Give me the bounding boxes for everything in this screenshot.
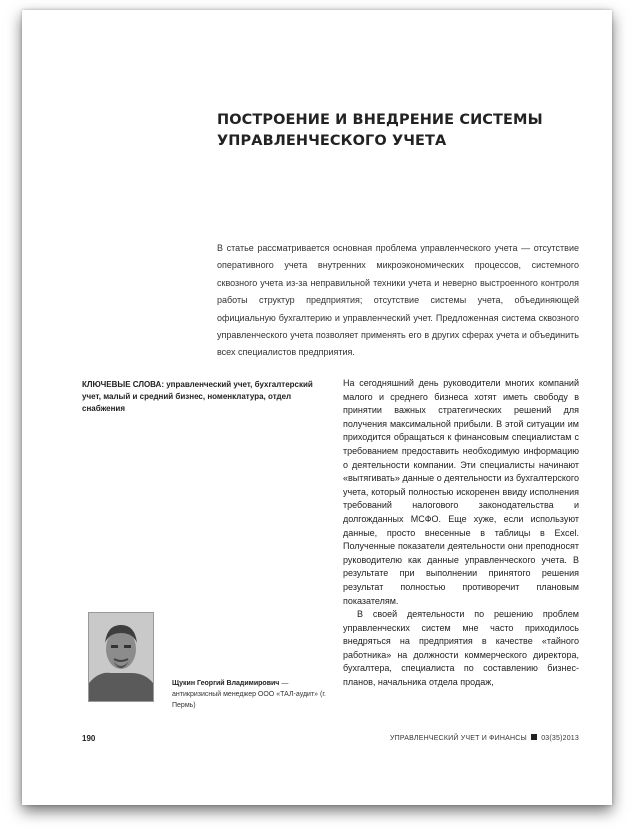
author-caption — [172, 678, 332, 711]
square-bullet-icon — [531, 734, 537, 740]
journal-name: УПРАВЛЕНЧЕСКИЙ УЧЕТ И ФИНАНСЫ — [389, 735, 527, 742]
journal-page — [22, 10, 612, 805]
issue-number: 03(35)2013 — [541, 735, 579, 742]
article-title: ПОСТРОЕНИЕ И ВНЕДРЕНИЕ СИСТЕМЫ УПРАВЛЕНЧЕСКОГО УЧЕТА — [217, 112, 543, 149]
author-name: Щукин Георгий Владимирович — [172, 680, 280, 687]
author-portrait-icon — [89, 613, 153, 701]
body-paragraph: На сегодняшний день руководители многих компаний малого и среднего бизнеса хотят иметь свободу в принятии важных стратегических решений для получения максимальной прибыли. В этой ситуации им приходится обращаться к финансовым специалистам с требованием предоставить необходимую информацию о деятельности компании. Эти специалисты начинают «вытягивать» данные о деятельности из бухгалтерского учета, который полностью искоренен ввиду исполнения требований налогового законодательства и долгожданных МСФО. Еще хуже, если используют данные, просто внесенные в таблицы в Excel. Полученные показатели деятельности они преподносят руководителю как данные управленческого учета. В результате при выполнении принятого решения результат полностью противоречит плановым показателям. — [343, 378, 579, 606]
author-photo — [88, 612, 154, 702]
article-body — [343, 377, 579, 690]
running-footer — [390, 734, 579, 742]
body-paragraph: В своей деятельности по решению проблем управленческих систем мне часто приходилось внедряться на предприятия в качестве «тайного работника» на должности коммерческого директора, бухгалтера, специалиста по составлению бизнес-планов, начальника отдела продаж, — [343, 609, 579, 688]
author-role: — антикризисный менеджер ООО «ТАЛ-аудит» (г. Пермь) — [172, 680, 326, 709]
article-abstract: В статье рассматривается основная проблема управленческого учета — отсутствие оперативного учета внутренних микроэкономических процессов, системного сквозного учета из-за неправильной техники учета и неверно выстроенного контроля работы структур предприятия; отсутствие системы учета, объединяющей официальную бухгалтерию и управленческий учет. Предложенная система сквозного управленческого учета позволяет применять его в других сферах учета и объединить всех специалистов предприятия. — [217, 243, 579, 358]
keywords: КЛЮЧЕВЫЕ СЛОВА: управленческий учет, бухгалтерский учет, малый и средний бизнес, номенклатура, отдел снабжения — [82, 380, 313, 413]
page-number: 190 — [82, 734, 96, 743]
